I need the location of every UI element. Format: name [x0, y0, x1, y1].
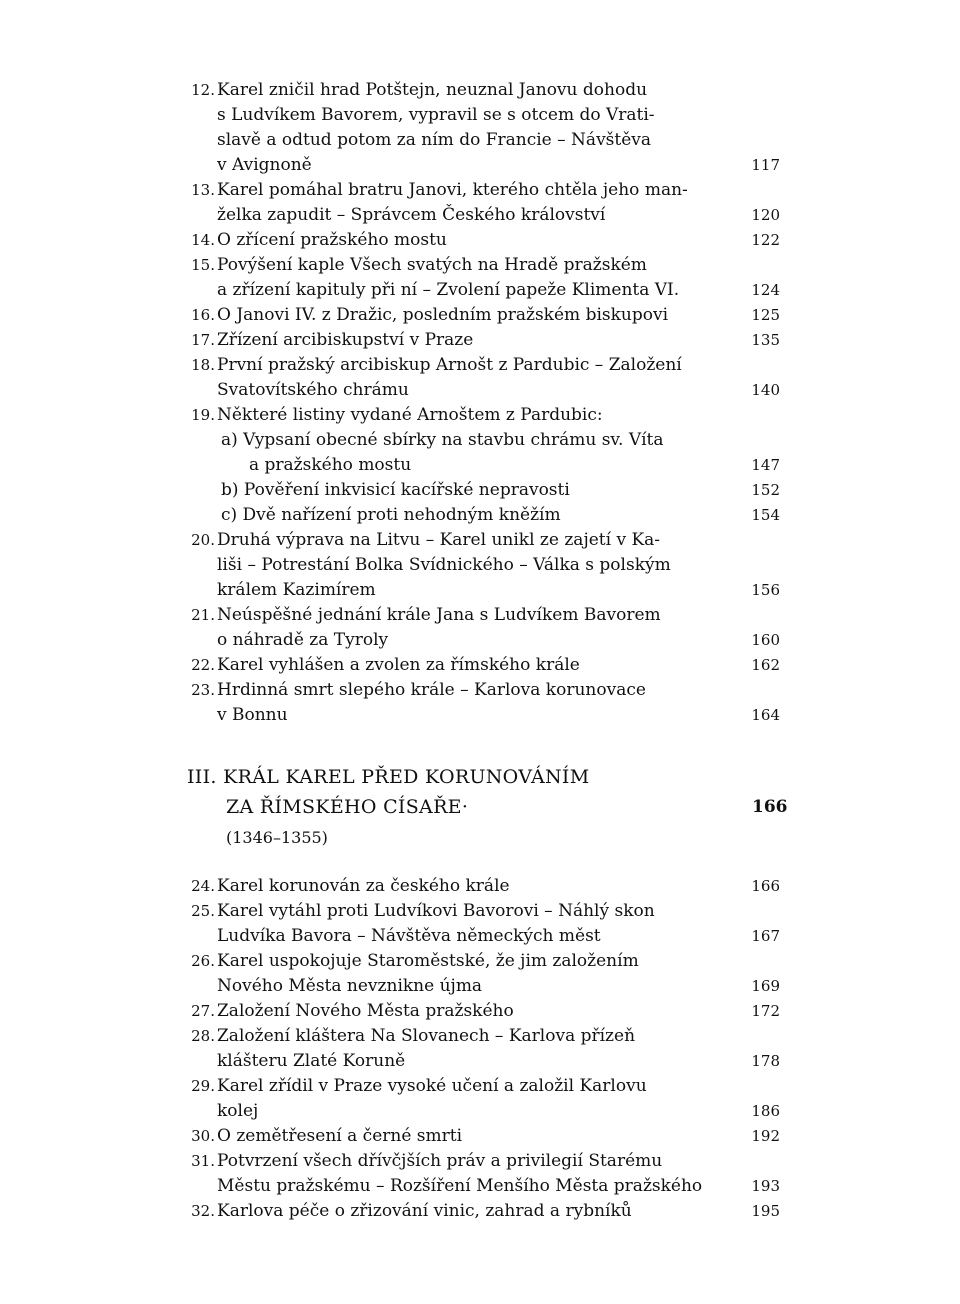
entry-page-number: 186: [751, 1102, 780, 1120]
entry-title-line: Nového Města nevznikne újma: [217, 976, 483, 996]
entry-number: 13.: [191, 181, 215, 199]
toc-entry: [183, 178, 783, 228]
entry-number: 28.: [191, 1027, 215, 1045]
entry-title-line: Zřízení arcibiskupství v Praze: [217, 330, 474, 350]
entry-number: 27.: [191, 1002, 215, 1020]
entry-title-line: o náhradě za Tyroly: [217, 630, 389, 650]
subentry-title-line: c) Dvě nařízení proti nehodným kněžím: [221, 505, 561, 525]
entry-title-line: Karel zřídil v Praze vysoké učení a založil Karlovu: [217, 1076, 647, 1096]
entry-title-line: Neúspěšné jednání krále Jana s Ludvíkem Bavorem: [217, 605, 661, 625]
entry-number: 23.: [191, 681, 215, 699]
entry-page-number: 164: [751, 706, 780, 724]
entry-title-line: Potvrzení všech dřívčjších práv a privilegií Starému: [217, 1151, 663, 1171]
entry-title-line: Karel vyhlášen a zvolen za římského krále: [217, 655, 580, 675]
entry-number: 21.: [191, 606, 215, 624]
entry-title-line: Karel vytáhl proti Ludvíkovi Bavorovi – Náhlý skon: [217, 901, 655, 921]
entry-number: 29.: [191, 1077, 215, 1095]
subentry-title-line: a) Vypsaní obecné sbírky na stavbu chrámu sv. Víta: [221, 430, 664, 450]
entry-page-number: 140: [751, 381, 780, 399]
toc-entry: [183, 253, 783, 303]
entry-number: 30.: [191, 1127, 215, 1145]
entry-page-number: 160: [751, 631, 780, 649]
entry-number: 25.: [191, 902, 215, 920]
entry-number: 17.: [191, 331, 215, 349]
toc-entry: [183, 603, 783, 653]
entry-title-line: Karel pomáhal bratru Janovi, kterého chtěla jeho man-: [217, 180, 688, 200]
toc-subentry: [183, 503, 783, 528]
entry-page-number: 169: [751, 977, 780, 995]
toc-entry: [183, 899, 783, 949]
entry-page-number: 120: [751, 206, 780, 224]
toc-entry: [183, 678, 783, 728]
entry-title-line: a zřízení kapituly při ní – Zvolení papeže Klimenta VI.: [217, 280, 680, 300]
entry-page-number: 124: [751, 281, 780, 299]
entry-title-line: Karel uspokojuje Staroměstské, že jim založením: [217, 951, 639, 971]
entry-title-line: králem Kazimírem: [217, 580, 376, 600]
entry-page-number: 193: [751, 1177, 780, 1195]
entry-page-number: 125: [751, 306, 780, 324]
toc-entry: [183, 403, 783, 428]
toc-entry: [183, 353, 783, 403]
subentry-title-line: a pražského mostu: [249, 455, 412, 475]
toc-subentry: [183, 478, 783, 503]
entry-title-line: První pražský arcibiskup Arnošt z Pardubic – Založení: [217, 355, 682, 375]
toc-entry: [183, 1149, 783, 1199]
entry-title-line: Založení kláštera Na Slovanech – Karlova přízeň: [217, 1026, 636, 1046]
entry-number: 24.: [191, 877, 215, 895]
entry-title-line: Karel zničil hrad Potštejn, neuznal Janovu dohodu: [217, 80, 648, 100]
toc-entry: [183, 528, 783, 603]
toc-entry: [183, 1074, 783, 1124]
entry-number: 14.: [191, 231, 215, 249]
entry-title-line: Založení Nového Města pražského: [217, 1001, 514, 1021]
entry-title-line: O Janovi IV. z Dražic, posledním pražském biskupovi: [217, 305, 669, 325]
entry-page-number: 178: [751, 1052, 780, 1070]
entry-title-line: v Bonnu: [217, 705, 288, 725]
entry-page-number: 167: [751, 927, 780, 945]
toc-entry: [183, 653, 783, 678]
toc-entry: [183, 999, 783, 1024]
toc-entry: [183, 874, 783, 899]
section-title-line1: III. KRÁL KAREL PŘED KORUNOVÁNÍM: [187, 766, 590, 788]
toc-subentry: [183, 428, 783, 478]
entry-title-line: Ludvíka Bavora – Návštěva německých měst: [217, 926, 601, 946]
entry-title-line: želka zapudit – Správcem Českého království: [217, 205, 606, 225]
toc-entry: [183, 1199, 783, 1224]
entry-number: 16.: [191, 306, 215, 324]
entry-title-line: v Avignoně: [217, 155, 312, 175]
entry-title-line: klášteru Zlaté Koruně: [217, 1051, 406, 1071]
subentry-page-number: 152: [751, 481, 780, 499]
toc-entry: [183, 1124, 783, 1149]
entry-page-number: 192: [751, 1127, 780, 1145]
section-title-line2: ZA ŘÍMSKÉHO CÍSAŘE·: [226, 796, 469, 818]
entry-number: 12.: [191, 81, 215, 99]
toc-entry: [183, 1024, 783, 1074]
entry-number: 32.: [191, 1202, 215, 1220]
toc-entry: [183, 228, 783, 253]
section-years: (1346–1355): [226, 828, 328, 847]
entry-title-line: s Ludvíkem Bavorem, vypravil se s otcem do Vrati-: [217, 105, 655, 125]
toc-entry: [183, 949, 783, 999]
entry-number: 20.: [191, 531, 215, 549]
subentry-page-number: 147: [751, 456, 780, 474]
toc-entry: [183, 78, 783, 178]
entry-title-line: O zemětřesení a černé smrti: [217, 1126, 463, 1146]
subentry-page-number: 154: [751, 506, 780, 524]
section-page-number: 166: [752, 797, 788, 817]
entry-page-number: 162: [751, 656, 780, 674]
entry-page-number: 195: [751, 1202, 780, 1220]
entry-number: 18.: [191, 356, 215, 374]
entry-page-number: 166: [751, 877, 780, 895]
entry-title-line: Svatovítského chrámu: [217, 380, 409, 400]
entry-title-line: Druhá výprava na Litvu – Karel unikl ze zajetí v Ka-: [217, 530, 661, 550]
entry-page-number: 172: [751, 1002, 780, 1020]
entry-title-line: liši – Potrestání Bolka Svídnického – Válka s polským: [217, 555, 671, 575]
toc-entry: [183, 328, 783, 353]
entry-title-line: Hrdinná smrt slepého krále – Karlova korunovace: [217, 680, 646, 700]
entry-number: 26.: [191, 952, 215, 970]
entry-page-number: 122: [751, 231, 780, 249]
toc-entry: [183, 303, 783, 328]
entry-number: 31.: [191, 1152, 215, 1170]
entry-title-line: Některé listiny vydané Arnoštem z Pardubic:: [217, 405, 603, 425]
entry-title-line: O zřícení pražského mostu: [217, 230, 447, 250]
subentry-title-line: b) Pověření inkvisicí kacířské nepravosti: [221, 480, 570, 500]
entry-title-line: Karel korunován za českého krále: [217, 876, 510, 896]
entry-title-line: Karlova péče o zřizování vinic, zahrad a rybníků: [217, 1201, 632, 1221]
entry-title-line: slavě a odtud potom za ním do Francie – Návštěva: [217, 130, 652, 150]
entry-number: 15.: [191, 256, 215, 274]
entry-number: 19.: [191, 406, 215, 424]
entry-page-number: 156: [751, 581, 780, 599]
entry-title-line: Povýšení kaple Všech svatých na Hradě pražském: [217, 255, 647, 275]
entry-title-line: Městu pražskému – Rozšíření Menšího Města pražského: [217, 1176, 703, 1196]
entry-page-number: 117: [751, 156, 780, 174]
entry-page-number: 135: [751, 331, 780, 349]
entry-title-line: kolej: [217, 1101, 259, 1121]
entry-number: 22.: [191, 656, 215, 674]
